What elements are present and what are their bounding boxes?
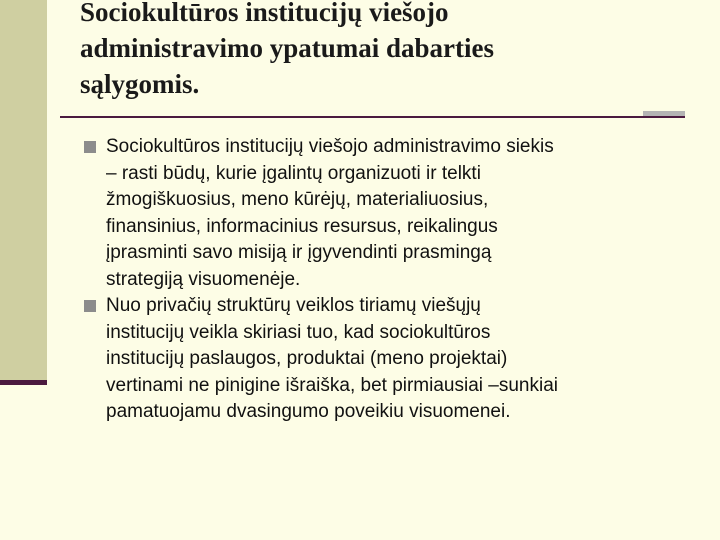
square-bullet-icon	[84, 300, 96, 312]
bullet-line: strategiją visuomenėje.	[106, 268, 301, 290]
title-divider	[60, 116, 685, 118]
bullet-line: finansinius, informacinius resursus, reikalingus	[106, 215, 498, 237]
bullet-line: – rasti būdų, kurie įgalintų organizuoti ir telkti	[106, 162, 481, 184]
bullet-line: institucijų paslaugos, produktai (meno projektai)	[106, 348, 508, 369]
bullet-line: įprasminti savo misiją ir įgyvendinti prasmingą	[106, 242, 492, 263]
slide-title	[80, 0, 680, 102]
bullet-line: Sociokultūros institucijų viešojo administravimo siekis	[106, 136, 554, 157]
left-band-rule	[0, 380, 47, 385]
bullet-item	[84, 293, 704, 426]
left-decorative-band	[0, 0, 47, 380]
bullet-line: pamatuojamu dvasingumo poveikiu visuomenei.	[106, 401, 511, 422]
bullet-item	[84, 134, 704, 293]
title-line: Sociokultūros institucijų viešojo	[80, 0, 449, 27]
bullet-line: institucijų veikla skiriasi tuo, kad sociokultūros	[106, 321, 491, 343]
bullet-list	[84, 134, 704, 426]
bullet-line: Nuo privačių struktūrų veiklos tiriamų viešųjų	[106, 295, 481, 316]
title-line: administravimo ypatumai dabarties	[80, 33, 495, 63]
bullet-line: vertinami ne pinigine išraiška, bet pirmiausiai –sunkiai	[106, 374, 558, 396]
square-bullet-icon	[84, 141, 96, 153]
bullet-line: žmogiškuosius, meno kūrėjų, materialiuosius,	[106, 189, 489, 210]
title-line: sąlygomis.	[80, 69, 200, 99]
